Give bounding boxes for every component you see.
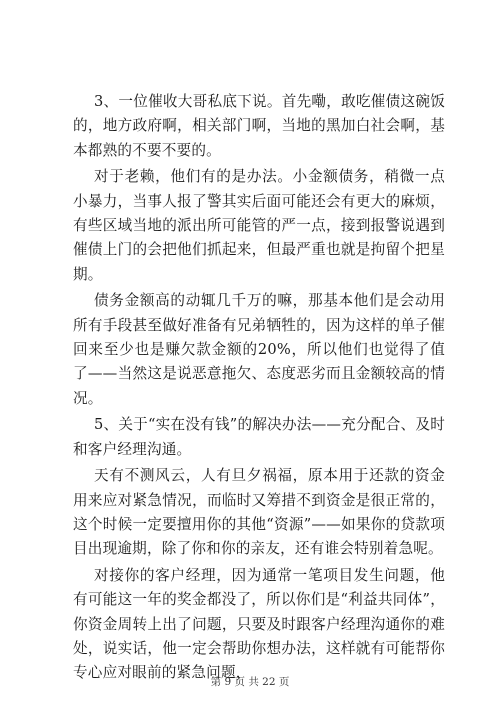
paragraph-large-debts: 债务金额高的动辄几千万的嘛，那基本他们是会动用所有手段甚至做好准备有兄弟牺牲的，因为这样的单子催回来至少也是赚欠款金额的20%，所以他们也觉得了值了——当然这是说恶意拖欠、态度恶劣而且金额较高的情况。 — [73, 292, 445, 407]
paragraph-small-debts: 对于老赖，他们有的是办法。小金额债务，稍微一点小暴力，当事人报了警其实后面可能还会有更大的麻烦，有些区域当地的派出所可能管的严一点，接到报警说遇到催债上门的会把他们抓起来，但最严重也就是拘留个把星期。 — [73, 168, 445, 283]
paragraph-account-manager: 对接你的客户经理，因为通常一笔项目发生问题，他有可能这一年的奖金都没了，所以你们是“利益共同体”，你资金周转上出了问题，只要及时跟客户经理沟通你的难处，说实话，他一定会帮助你想办法，这样就有可能帮你专心应对眼前的紧急问题， — [73, 566, 445, 682]
paragraph-emergency-funds: 天有不测风云，人有旦夕祸福，原本用于还款的资金用来应对紧急情况，而临时又筹措不到资金是很正常的，这个时候一定要擅用你的其他“资源”——如果你的贷款项目出现逾期，除了你和你的亲友，还有谁会特别着急呢。 — [73, 467, 445, 558]
paragraph-section-5-heading: 5、关于“实在没有钱”的解决办法——充分配合、及时和客户经理沟通。 — [73, 416, 445, 458]
page-number-footer: 第 9 页 共 22 页 — [210, 676, 290, 688]
document-body — [73, 90, 445, 688]
paragraph-debt-collector-intro: 3、一位催收大哥私底下说。首先嘞，敢吃催债这碗饭的，地方政府啊，相关部门啊，当地的黑加白社会啊，基本都熟的不要不要的。 — [73, 93, 445, 159]
